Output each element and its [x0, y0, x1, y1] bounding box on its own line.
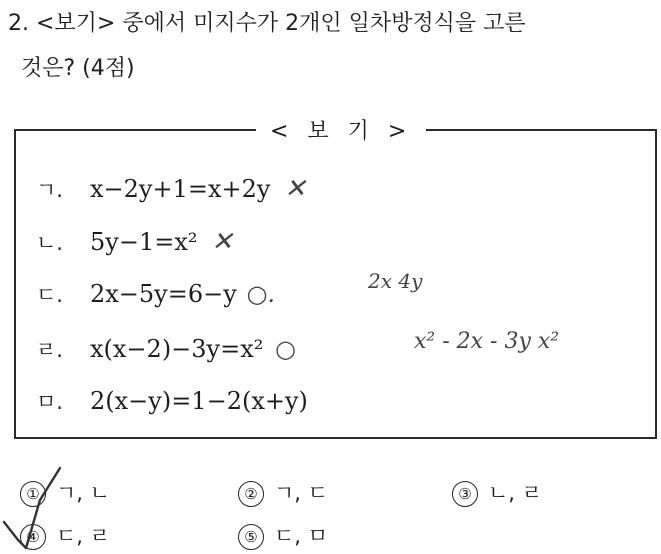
choice-text: ㄱ, ㄴ	[56, 481, 110, 505]
choice-text: ㄷ, ㅁ	[274, 524, 328, 548]
choice-number: ③	[452, 481, 478, 507]
choice-text: ㄱ, ㄷ	[274, 481, 328, 505]
handwritten-mark: ✕	[211, 227, 233, 257]
item-equation: 5y−1=x²	[90, 228, 198, 256]
item-equation: x−2y+1=x+2y	[90, 175, 271, 203]
choice-number: ②	[238, 481, 264, 507]
handwritten-mark: ○	[275, 335, 296, 363]
item-mark: ㄷ.	[36, 283, 63, 307]
choice-text: ㄴ, ㄹ	[488, 481, 542, 505]
item-equation: x(x−2)−3y=x²	[90, 335, 264, 363]
choice-text: ㄷ, ㄹ	[56, 524, 110, 548]
example-box-title: < 보 기 >	[256, 114, 426, 145]
item-mark: ㄹ.	[36, 338, 63, 362]
handwritten-mark: ✕	[284, 174, 306, 204]
choice-number: ④	[20, 524, 46, 550]
question-text-line-2: 것은? (4점)	[21, 56, 135, 81]
handwritten-mark: ○.	[246, 280, 276, 308]
choice-number: ①	[20, 481, 46, 507]
item-mark: ㄱ.	[36, 178, 63, 202]
handwritten-note-1: 2x 4y	[368, 269, 423, 293]
item-mark: ㄴ.	[36, 231, 63, 255]
question-text-line-1: 2. <보기> 중에서 미지수가 2개인 일차방정식을 고른	[8, 11, 526, 36]
item-equation: 2(x−y)=1−2(x+y)	[90, 387, 308, 415]
handwritten-note-2: x² - 2x - 3y x²	[414, 329, 560, 354]
item-mark: ㅁ.	[36, 390, 63, 414]
item-equation: 2x−5y=6−y	[90, 280, 237, 308]
choice-number: ⑤	[238, 524, 264, 550]
